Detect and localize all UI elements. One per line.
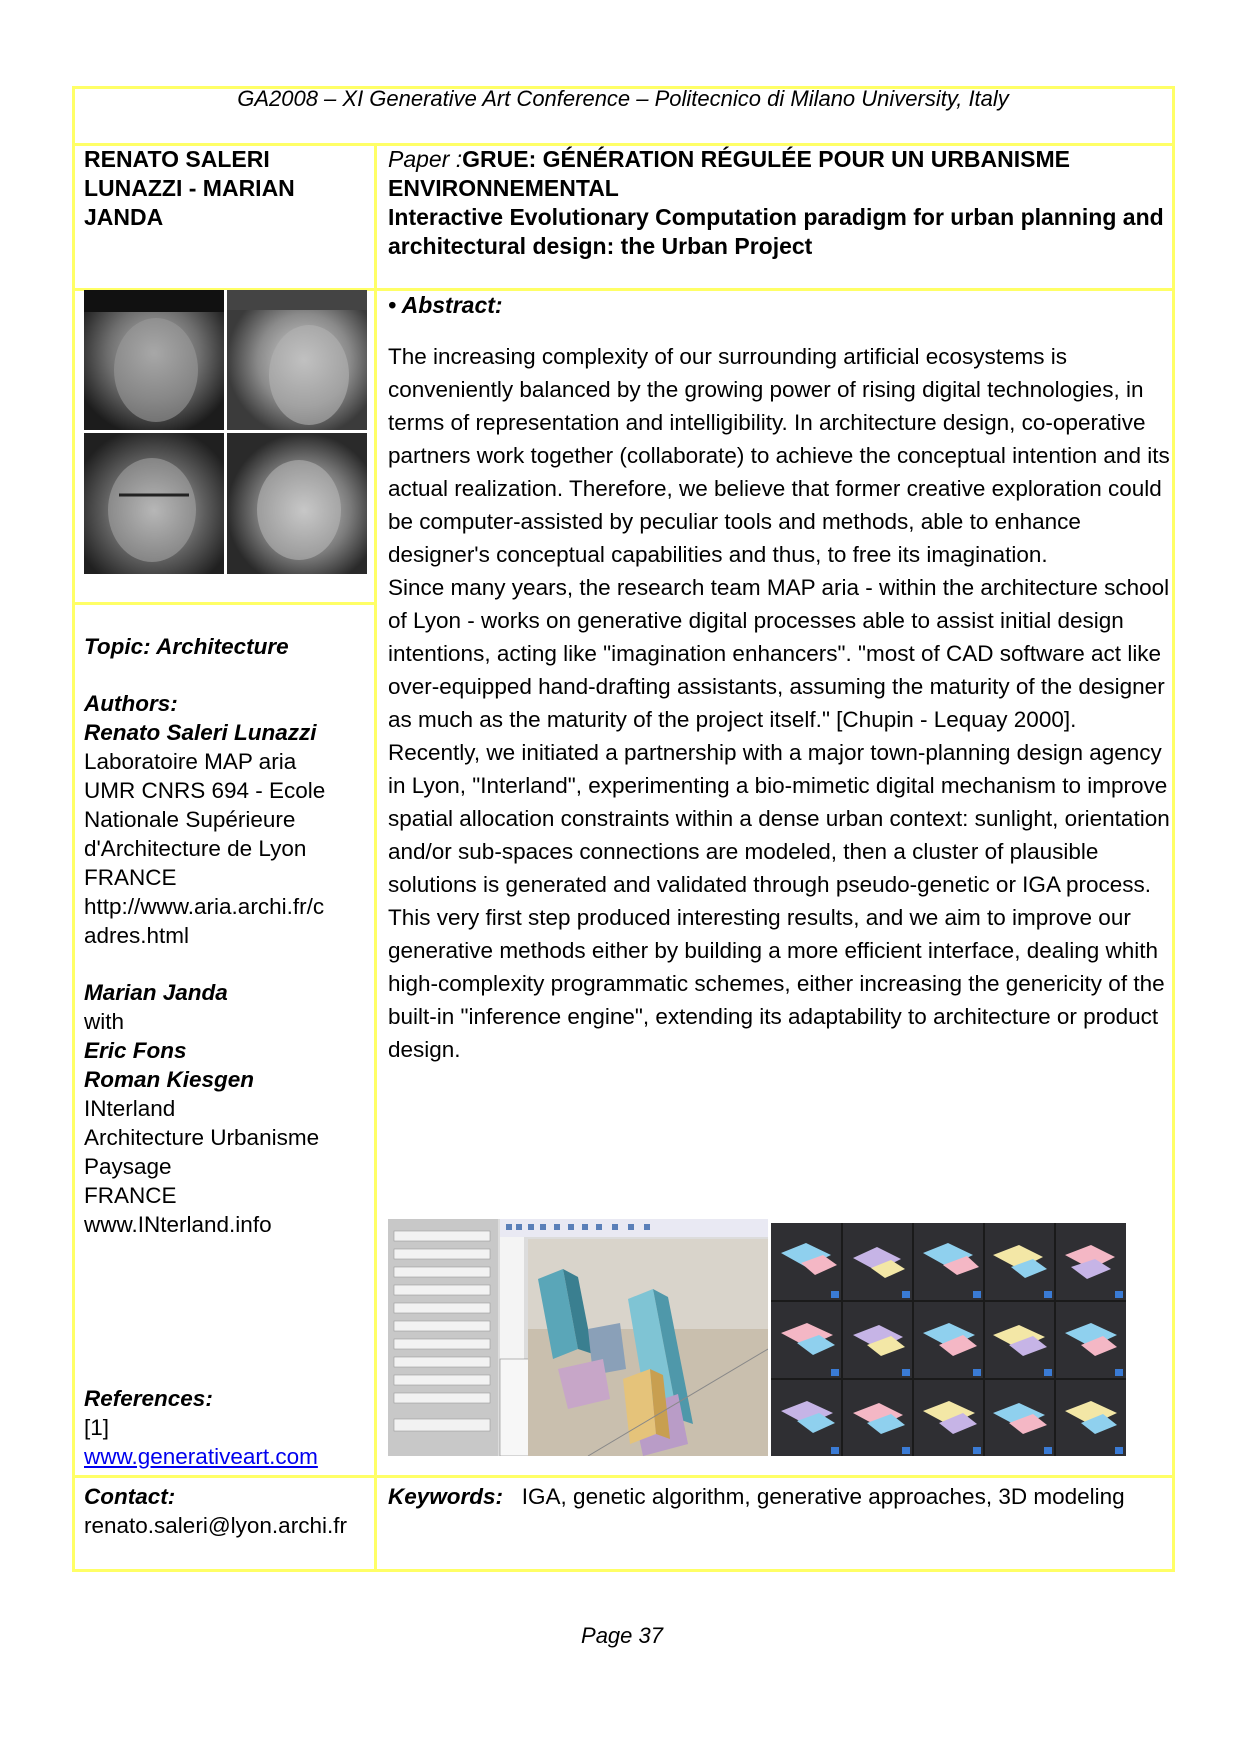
affiliation-line: Paysage [84,1154,172,1179]
page-number: Page 37 [581,1623,663,1648]
paper-title-block [388,145,1178,261]
abstract-heading: • Abstract: [388,292,503,318]
affiliation-line: UMR CNRS 694 - Ecole [84,778,326,803]
author-name-1: Renato Saleri Lunazzi [84,720,317,745]
paper-subtitle: Interactive Evolutionary Computation paradigm for urban planning and architectural design: the Urban Project [388,204,1164,259]
software-screenshot-graphic [388,1219,768,1456]
divider-column [374,143,377,1572]
affiliation-line: INterland [84,1096,176,1121]
evolution-grid-image [771,1223,1126,1456]
divider-contact [72,1475,1175,1478]
affiliation-line: d'Architecture de Lyon [84,836,307,861]
abstract-paragraph: Recently, we initiated a partnership with a major town-planning design agency in Lyon, "Interland", experimenting a bio-mimetic digital mechanism to improve spatial allocation constraints within a dense urban context: sunlight, orientation and/or sub-spaces connections are modeled, then a cluster of plausible solutions is generated and validated through pseudo-genetic or IGA process. [388,740,1170,897]
references-label: References: [84,1386,213,1411]
contact-email: renato.saleri@lyon.archi.fr [84,1513,347,1538]
left-column [84,632,364,1471]
affiliation-url: www.INterland.info [84,1212,272,1237]
paper-title: GRUE: GÉNÉRATION RÉGULÉE POUR UN URBANISME ENVIRONNEMENTAL [388,146,1070,201]
authors-heading: RENATO SALERI LUNAZZI - MARIAN JANDA [84,146,295,230]
abstract-body [388,340,1178,1066]
keywords-label: Keywords: [388,1484,504,1509]
author-name-2: Marian Janda [84,980,228,1005]
affiliation-url: adres.html [84,923,190,948]
abstract-paragraph: Since many years, the research team MAP aria - within the architecture school of Lyon - works on generative digital processes able to assist initial design intentions, acting like "imagination enhancers". "most of CAD software act like over-equipped hand-drafting assistants, assuming the maturity of the designer as much as the maturity of the project itself." [Chupin - Lequay 2000]. [388,575,1170,732]
author-name-3: Eric Fons [84,1038,187,1063]
conference-header: GA2008 – XI Generative Art Conference – Politecnico di Milano University, Italy [237,86,1009,111]
spacer [84,1239,364,1384]
authors-label: Authors: [84,691,178,716]
affiliation-line: Nationale Supérieure [84,807,296,832]
software-screenshot [388,1219,768,1456]
contact-label: Contact: [84,1484,176,1509]
with-text: with [84,1009,125,1034]
affiliation-line: Architecture Urbanisme [84,1125,320,1150]
divider-photos [72,602,377,605]
contact-block [84,1482,374,1540]
spacer [84,661,364,689]
author-photo-collage [84,290,367,574]
reference-number: [1] [84,1415,110,1440]
spacer [84,950,364,978]
reference-link[interactable]: www.generativeart.com [84,1444,318,1469]
abstract-paragraph: This very first step produced interesting results, and we aim to improve our generative methods either by building a more efficient interface, dealing whith high-complexity programmatic schemes, either increasing the genericity of the built-in "inference engine", extending its adaptability to architecture or product design. [388,905,1165,1062]
evolution-grid-graphic [771,1223,1126,1456]
abstract-paragraph: The increasing complexity of our surrounding artificial ecosystems is conveniently balanced by the growing power of rising digital technologies, in terms of representation and intelligibility. In architecture design, co-operative partners work together (collaborate) to achieve the conceptual intention and its actual realization. Therefore, we believe that former creative exploration could be computer-assisted by peculiar tools and methods, able to enhance designer's conceptual capabilities and thus, to free its imagination. [388,344,1170,567]
keywords-text: IGA, genetic algorithm, generative approaches, 3D modeling [521,1484,1125,1509]
affiliation-line: FRANCE [84,1183,177,1208]
author-name-4: Roman Kiesgen [84,1067,255,1092]
paper-label: Paper : [388,146,463,172]
topic: Topic: Architecture [84,634,289,659]
affiliation-line: FRANCE [84,865,177,890]
keywords-block [388,1482,1178,1511]
affiliation-url: http://www.aria.archi.fr/c [84,894,325,919]
affiliation-line: Laboratoire MAP aria [84,749,297,774]
author-photos [84,290,367,574]
